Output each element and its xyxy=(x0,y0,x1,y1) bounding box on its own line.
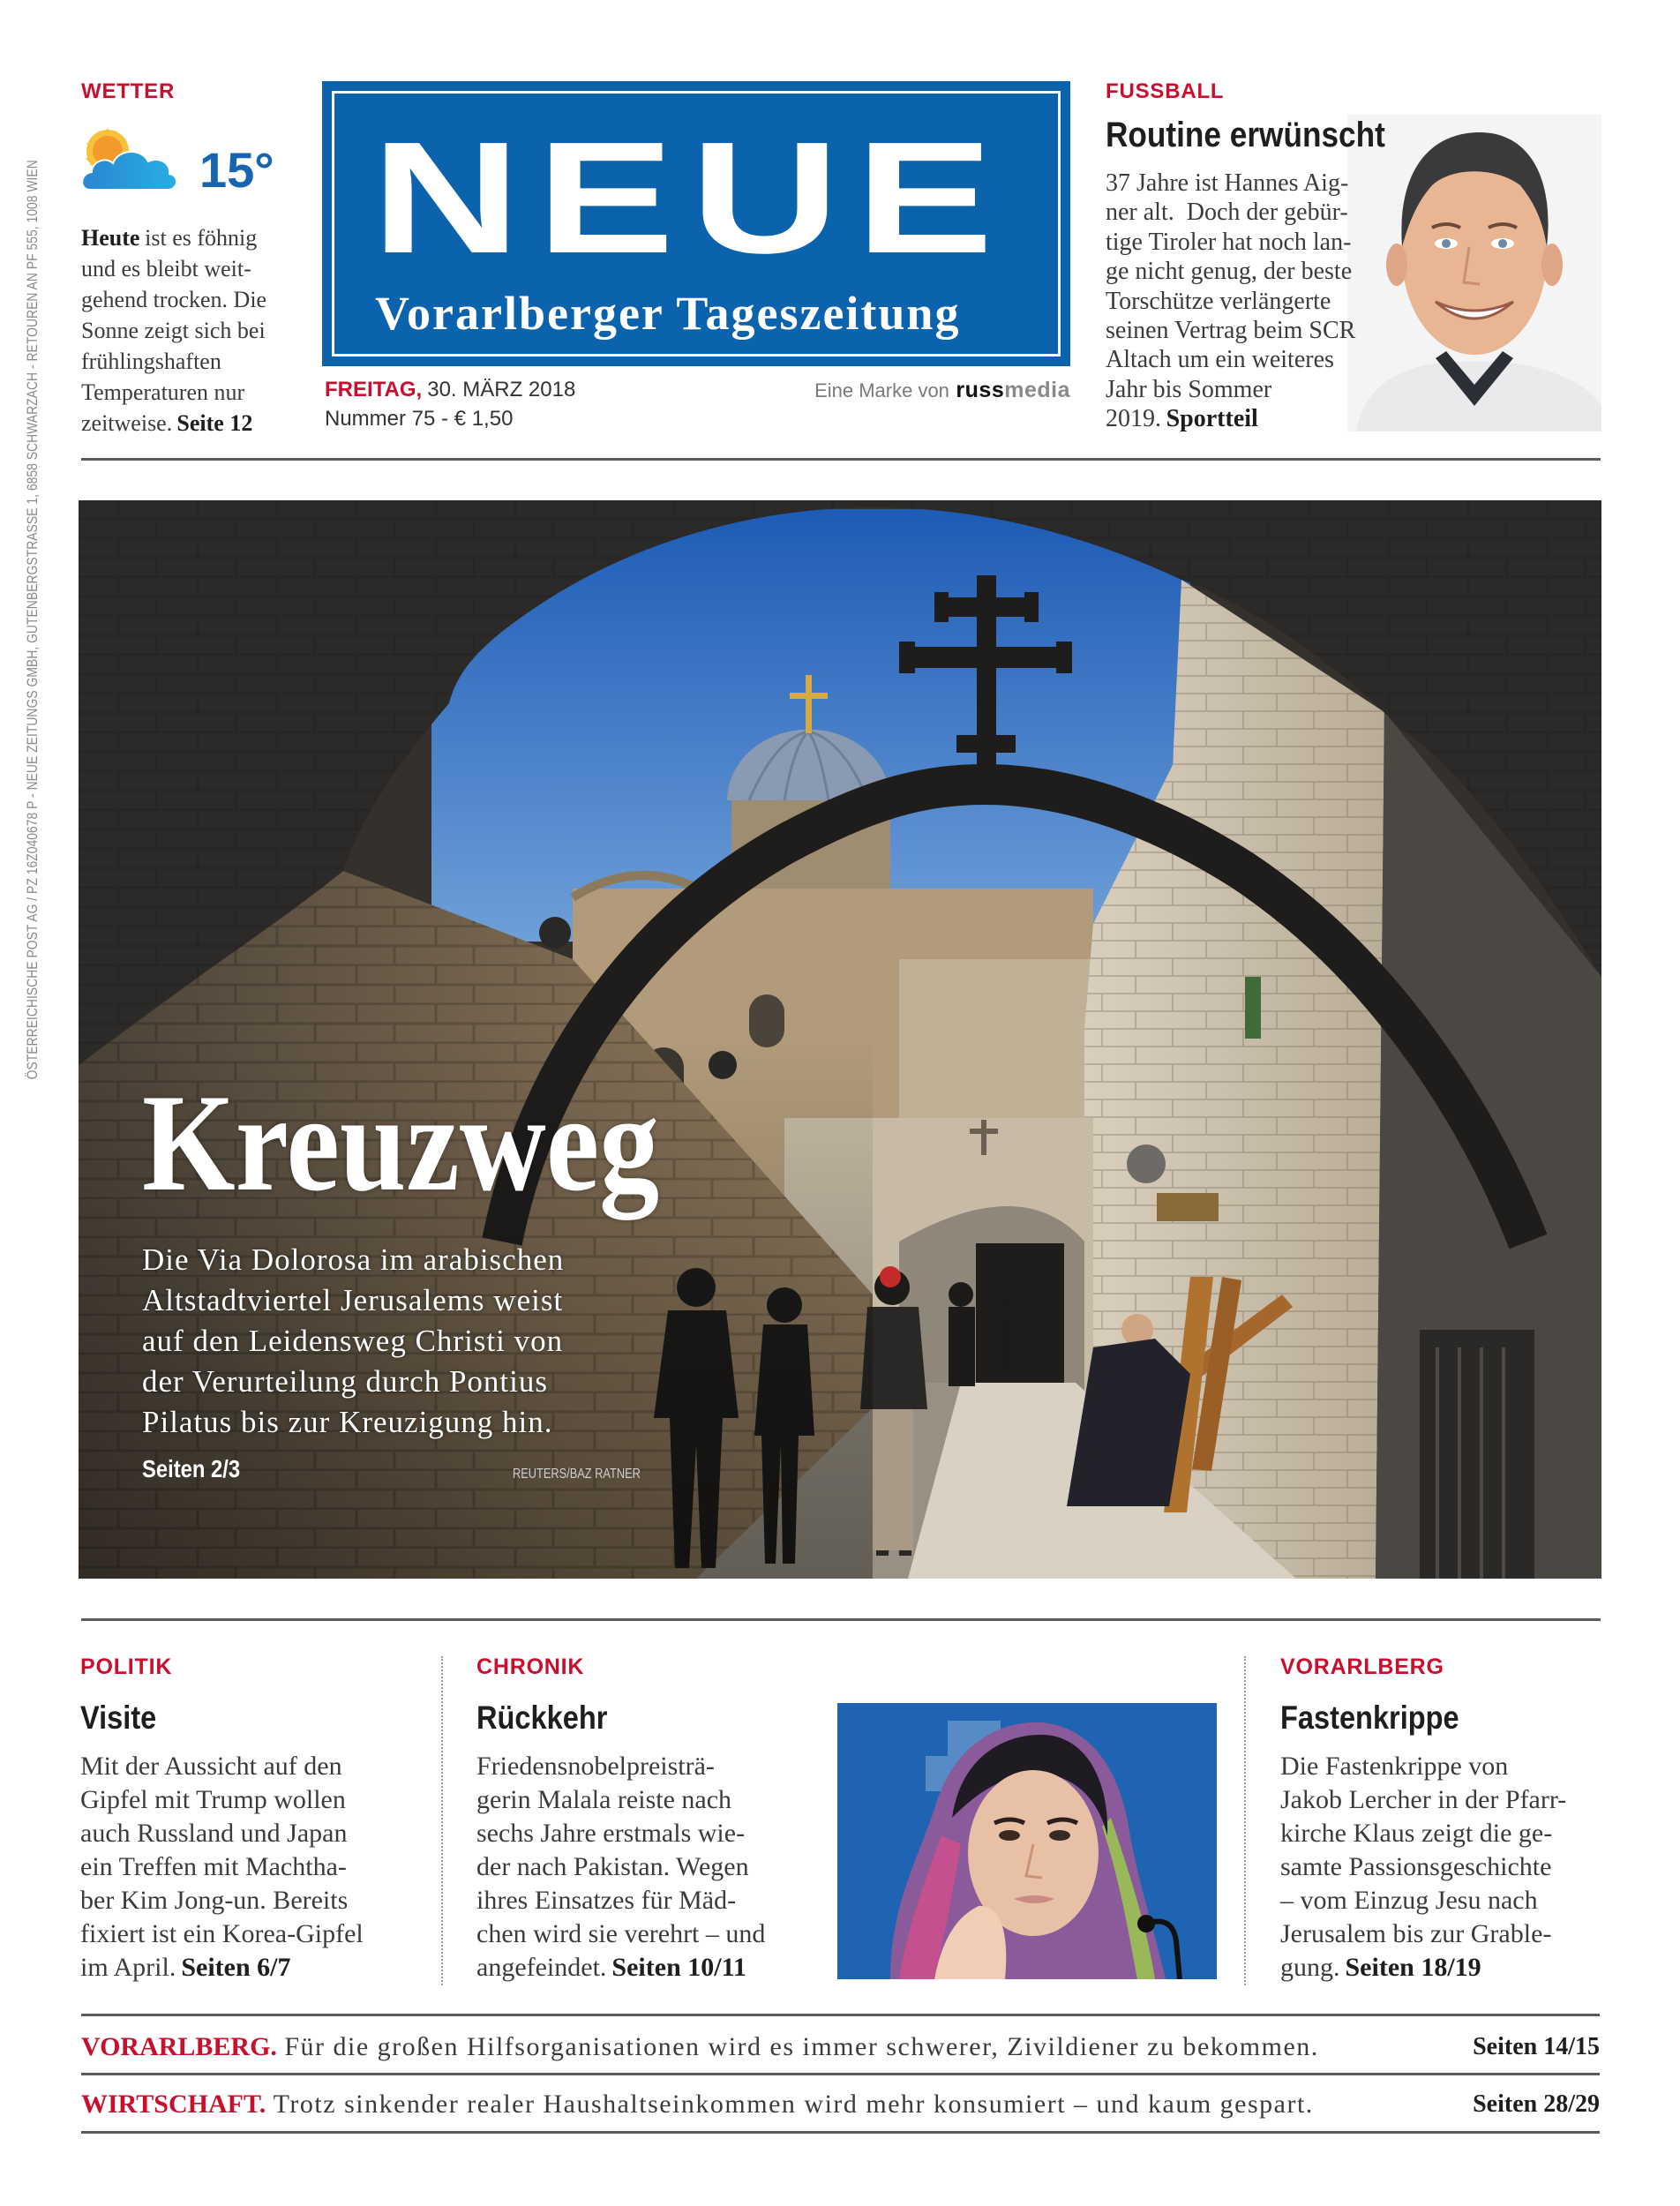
sport-page-ref[interactable]: Sportteil xyxy=(1166,405,1258,433)
brand-prefix: Eine Marke von xyxy=(814,379,949,401)
player-photo[interactable] xyxy=(1347,115,1601,431)
sport-text xyxy=(1106,169,1355,434)
issue-number-price: Nummer 75 - € 1,50 xyxy=(325,407,514,431)
masthead-logo[interactable] xyxy=(322,81,1070,366)
teaser-text: Für die großen Hilfsorganisationen wird es immer schwerer, Zivildiener zu bekommen. xyxy=(284,2032,1319,2061)
vorarlberg-body: Die Fastenkrippe von Jakob Lercher in der Pfarr- kirche Klaus zeigt die ge- samte Passionsgeschichte – vom Einzug Jesu nach Jerusalem bis zur Grable- gung. xyxy=(1280,1752,1567,1982)
teaser-page-ref[interactable]: Seiten 28/29 xyxy=(1473,2090,1600,2118)
teaser-kicker: VORARLBERG. xyxy=(81,2032,277,2061)
photo-credit: REUTERS/BAZ RATNER xyxy=(513,1467,641,1482)
vorarlberg-headline[interactable]: Fastenkrippe xyxy=(1280,1700,1459,1736)
masthead-title: NEUE xyxy=(371,109,1009,287)
politik-label: POLITIK xyxy=(80,1654,173,1679)
weather-label: WETTER xyxy=(81,79,176,103)
teaser-row-wirtschaft[interactable] xyxy=(81,2087,1600,2122)
politik-headline[interactable]: Visite xyxy=(80,1700,157,1736)
date: 30. MÄRZ 2018 xyxy=(427,378,576,401)
teaser-divider-bottom xyxy=(81,2131,1600,2134)
header-divider xyxy=(81,458,1601,461)
column-separator xyxy=(1244,1656,1246,1985)
postal-imprint: ÖSTERREICHISCHE POST AG / PZ 16Z040678 P - NEUE ZEITUNGS GMBH, GUTENBERGSTRASSE 1, 6858 SCHWARZACH - RETOUREN AN PF 555, 1008 WIEN xyxy=(24,160,41,1080)
chronik-headline[interactable]: Rückkehr xyxy=(476,1700,608,1736)
vorarlberg-page-ref[interactable]: Seiten 18/19 xyxy=(1345,1953,1481,1982)
russmedia-logo-part2: media xyxy=(1004,378,1070,402)
sport-body: 37 Jahre ist Hannes Aig- ner alt. Doch der gebür- tige Tiroler hat noch lan- ge nicht genug, der beste Torschütze verlängerte seinen Vertrag beim SCR Altach um ein weiteres Jahr bis Sommer 2019. xyxy=(1106,169,1356,433)
weekday: FREITAG, xyxy=(325,378,423,401)
politik-text xyxy=(80,1750,364,1985)
teaser-divider xyxy=(81,2073,1600,2075)
hero-text: Die Via Dolorosa im arabischen Altstadtviertel Jerusalems weist auf den Leidensweg Christi von der Verurteilung durch Pontius Pilatus bis zur Kreuzigung hin. xyxy=(142,1242,565,1439)
teaser-divider-top xyxy=(81,2014,1600,2016)
dome-cross xyxy=(806,675,812,733)
chronik-body: Friedensnobelpreisträ- gerin Malala reiste nach sechs Jahre erstmals wie- der nach Pakistan. Wegen ihres Einsatzes für Mäd- chen wird sie verehrt – und angefeindet. xyxy=(476,1752,766,1982)
weather-lead: Heute xyxy=(81,225,140,251)
hero-divider xyxy=(81,1618,1601,1621)
hero-page-ref[interactable]: Seiten 2/3 xyxy=(142,1455,241,1482)
teaser-text: Trotz sinkender realer Haushaltseinkommen wird mehr konsumiert – und kaum gespart. xyxy=(273,2090,1314,2119)
masthead-subtitle: Vorarlberger Tageszeitung xyxy=(375,287,961,340)
publisher-brand xyxy=(814,379,1070,402)
doorway xyxy=(976,1243,1064,1384)
sun-behind-cloud-icon xyxy=(78,128,180,193)
vorarlberg-text xyxy=(1280,1750,1566,1985)
dateline xyxy=(325,379,575,401)
sport-headline[interactable]: Routine erwünscht xyxy=(1106,116,1385,154)
teaser-page-ref[interactable]: Seiten 14/15 xyxy=(1473,2033,1600,2060)
vorarlberg-label: VORARLBERG xyxy=(1280,1654,1444,1679)
chronik-label: CHRONIK xyxy=(476,1654,585,1679)
hero-headline[interactable]: Kreuzweg xyxy=(142,1066,660,1220)
weather-body: ist es föhnig und es bleibt weit- gehend trocken. Die Sonne zeigt sich bei frühlingshaften Temperaturen nur zeitweise. xyxy=(81,225,267,436)
politik-page-ref[interactable]: Seiten 6/7 xyxy=(181,1953,291,1982)
chronik-text xyxy=(476,1750,765,1985)
column-separator xyxy=(441,1656,443,1985)
weather-page-ref[interactable]: Seite 12 xyxy=(176,410,253,436)
politik-body: Mit der Aussicht auf den Gipfel mit Trump wollen auch Russland und Japan ein Treffen mit Machtha- ber Kim Jong-un. Bereits fixiert ist ein Korea-Gipfel im April. xyxy=(80,1752,364,1982)
chronik-page-ref[interactable]: Seiten 10/11 xyxy=(611,1953,746,1982)
weather-text xyxy=(81,222,266,439)
temperature-value: 15° xyxy=(199,142,274,198)
sport-label: FUSSBALL xyxy=(1106,79,1225,103)
malala-photo[interactable] xyxy=(837,1703,1217,1979)
hero-story xyxy=(79,500,1601,1579)
russmedia-logo-part1: russ xyxy=(956,378,1005,402)
teaser-kicker: WIRTSCHAFT. xyxy=(81,2090,266,2119)
teaser-row-vorarlberg[interactable] xyxy=(81,2030,1600,2065)
